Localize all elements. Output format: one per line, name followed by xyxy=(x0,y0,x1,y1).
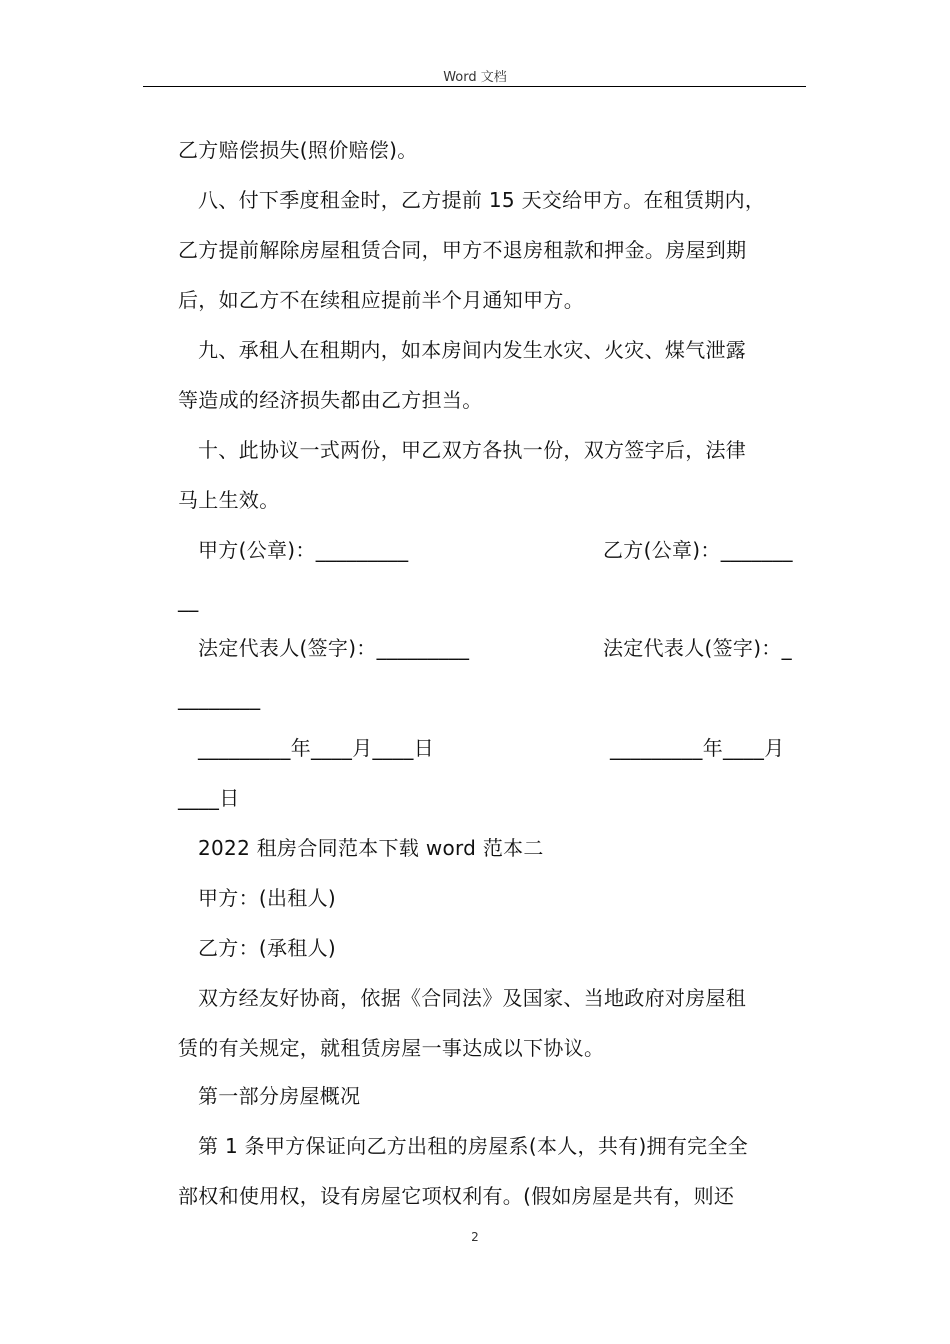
page-header: Word 文档 xyxy=(443,70,507,85)
header-divider xyxy=(143,86,806,87)
party-b-label: 乙方：(承租人) xyxy=(198,936,337,960)
body-line: 等造成的经济损失都由乙方担当。 xyxy=(178,388,483,412)
body-line: 乙方提前解除房屋租赁合同，甲方不退房租款和押金。房屋到期 xyxy=(178,238,747,262)
body-line: 十、此协议一式两份，甲乙双方各执一份，双方签字后，法律 xyxy=(198,438,747,462)
page-number: 2 xyxy=(471,1230,479,1244)
body-line: 后，如乙方不在续租应提前半个月通知甲方。 xyxy=(178,288,584,312)
article-line: 第 1 条甲方保证向乙方出租的房屋系(本人，共有)拥有完全全 xyxy=(198,1134,749,1158)
party-a-label: 甲方：(出租人) xyxy=(198,886,337,910)
party-b-seal-wrap: __ xyxy=(178,588,199,612)
party-b-date-wrap: ____日 xyxy=(178,786,240,810)
party-b-seal-line: 乙方(公章)：_______ xyxy=(603,538,793,562)
article-line: 部权和使用权，设有房屋它项权利有。(假如房屋是共有，则还 xyxy=(178,1184,735,1208)
party-b-rep-wrap: ________ xyxy=(178,686,261,710)
party-a-seal-line: 甲方(公章)：_________ xyxy=(198,538,409,562)
section-title: 2022 租房合同范本下载 word 范本二 xyxy=(198,836,544,860)
party-b-date-line: _________年____月 xyxy=(610,736,785,760)
body-line: 马上生效。 xyxy=(178,488,280,512)
intro-line: 赁的有关规定，就租赁房屋一事达成以下协议。 xyxy=(178,1036,605,1060)
intro-line: 双方经友好协商，依据《合同法》及国家、当地政府对房屋租 xyxy=(198,986,747,1010)
body-line: 八、付下季度租金时，乙方提前 15 天交给甲方。在租赁期内， xyxy=(198,188,766,212)
body-line: 乙方赔偿损失(照价赔偿)。 xyxy=(178,138,418,162)
body-line: 九、承租人在租期内，如本房间内发生水灾、火灾、煤气泄露 xyxy=(198,338,747,362)
party-a-date-line: _________年____月____日 xyxy=(198,736,434,760)
part-heading: 第一部分房屋概况 xyxy=(198,1084,361,1108)
party-b-rep-line: 法定代表人(签字)：_ xyxy=(603,636,792,660)
party-a-rep-line: 法定代表人(签字)：_________ xyxy=(198,636,470,660)
